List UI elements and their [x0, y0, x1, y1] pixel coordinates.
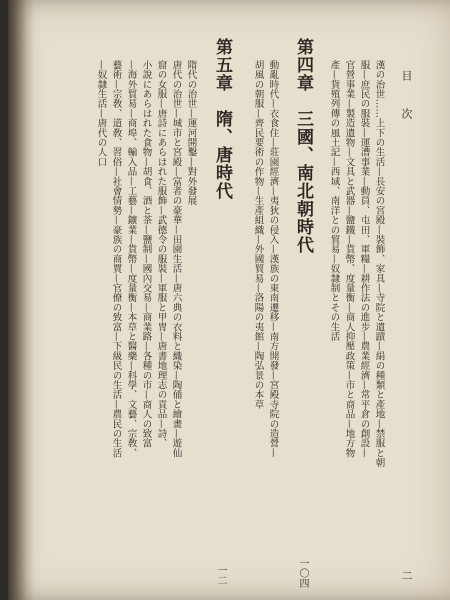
toc-line: 產—貨殖列傳の風土記—西域、南洋との貿易—奴隸制とその生活: [328, 60, 340, 342]
toc-line: 動亂時代—衣食住—莊園經濟—夷狄の侵入—漢族の東南遷移—南方開發—宮殿寺院の造營—: [267, 60, 279, 458]
toc-line: 服—庶民の服裝—運漕事業—動員、屯田、軍糧—耕作法の進步—農業經濟—常平倉の創設—: [358, 60, 370, 458]
header-title: 目 次: [400, 70, 413, 127]
header-page-number: 二: [400, 570, 413, 581]
chapter-5-page-number: 一二: [215, 565, 226, 585]
chapter-5-heading: 第五章 隋、唐時代: [212, 38, 232, 200]
toc-line: 隋代の治世—運河開鑿—對外發展: [185, 60, 197, 206]
toc-line: 唐代の治世—城市と宮殿—富者の豪華—田園生活—唐六典の衣料と織染—陶俑と繪畫—遊仙: [170, 60, 182, 458]
book-page: [8, 0, 450, 600]
chapter-4-page-number: 一〇四: [297, 558, 308, 588]
book-gutter-shadow: [8, 0, 34, 600]
toc-line: 窟の女服—唐詩にあらはれた服飾—武德令の服裝—軍服と甲冑—唐書地理志の貢品—詩、: [155, 60, 167, 448]
toc-line: 漢の治世……上下の生活—長安の宮殿—裝飾、家具—寺院と遺蹟—絹の種類と產地—禁服と朝: [373, 60, 385, 468]
toc-line: 小說にあらはれた食物—胡食、酒と茶—鹽制—國內交易—商業路—各種の市—商人の致富: [140, 60, 152, 448]
toc-line: 胡風の朝服—齊民要術の作物—生產組織—外國貿易—洛陽の夷館—陶弘景の本草: [252, 60, 264, 410]
toc-line: —海外貿易—商埠、輸入品—工藝—鑛業—貨幣—度量衡—本草と醫藥—科學、文藝、宗敎、: [125, 60, 137, 458]
chapter-4-heading: 第四章 三國、南北朝時代: [293, 38, 313, 254]
toc-line: —奴隸生活—唐代の人口: [95, 60, 107, 167]
toc-line: 官營事業—製造遺物—文具と武器—鹽鐵—貨幣、度量衡—商人抑壓政策—市と商品—地方物: [343, 60, 355, 458]
toc-line: 藝術—宗敎、道敎、習俗—社會情勢—豪族の商賈—官僚の致富—下級民の生活—農民の生活: [110, 60, 122, 458]
